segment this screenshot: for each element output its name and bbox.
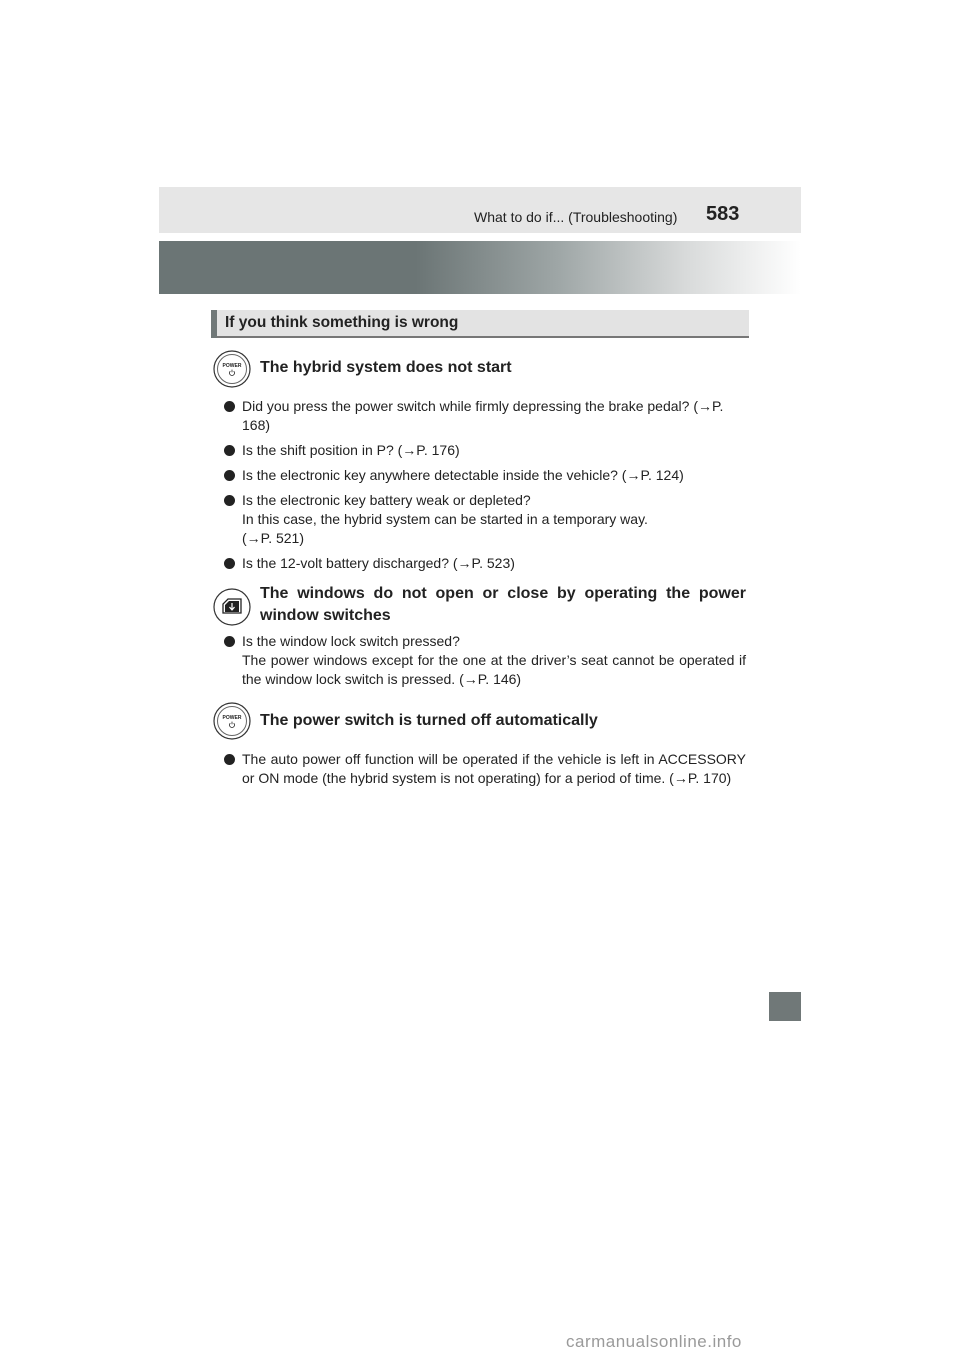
list-item: Did you press the power switch while firmly depressing the brake pedal? (→P. 168) bbox=[224, 397, 746, 435]
power-switch-icon bbox=[213, 702, 251, 740]
list-item: Is the electronic key battery weak or depleted? In this case, the hybrid system can be started in a temporary way. (→P. 521) bbox=[224, 491, 746, 548]
header-title: What to do if... (Troubleshooting) bbox=[474, 209, 678, 225]
bullet-icon bbox=[224, 495, 235, 506]
section-accent bbox=[211, 310, 217, 338]
list-item: Is the electronic key anywhere detectable inside the vehicle? (→P. 124) bbox=[224, 466, 746, 485]
chapter-side-tab bbox=[769, 992, 801, 1021]
bullet-icon bbox=[224, 558, 235, 569]
bullet-icon bbox=[224, 401, 235, 412]
bullet-icon bbox=[224, 636, 235, 647]
list-item: Is the window lock switch pressed? The power windows except for the one at the driver’s seat cannot be operated if the window lock switch is pressed. (→P. 146) bbox=[224, 632, 746, 689]
list-item: Is the 12-volt battery discharged? (→P. 523) bbox=[224, 554, 746, 573]
page-number: 583 bbox=[706, 203, 740, 225]
watermark: carmanualsonline.info bbox=[566, 1332, 742, 1351]
list-item: The auto power off function will be operated if the vehicle is left in ACCESSORY or ON mode (the hybrid system is not operating) for a period of time. (→P. 170) bbox=[224, 750, 746, 788]
bullet-icon bbox=[224, 754, 235, 765]
topic-heading-hybrid-start: The hybrid system does not start bbox=[260, 359, 512, 376]
power-icon-label: POWER bbox=[222, 715, 242, 721]
power-switch-icon bbox=[213, 350, 251, 388]
power-icon-label: POWER bbox=[222, 363, 242, 369]
bullet-icon bbox=[224, 470, 235, 481]
section-heading-bar bbox=[211, 310, 749, 338]
topic-heading-window-switches: The windows do not open or close by operating the power window switches bbox=[260, 585, 746, 624]
list-item: Is the shift position in P? (→P. 176) bbox=[224, 441, 746, 460]
section-title: If you think something is wrong bbox=[225, 314, 459, 331]
topic-heading-auto-power-off: The power switch is turned off automatically bbox=[260, 712, 598, 729]
window-switch-icon bbox=[213, 588, 251, 626]
bullet-icon bbox=[224, 445, 235, 456]
chapter-band bbox=[159, 241, 801, 294]
